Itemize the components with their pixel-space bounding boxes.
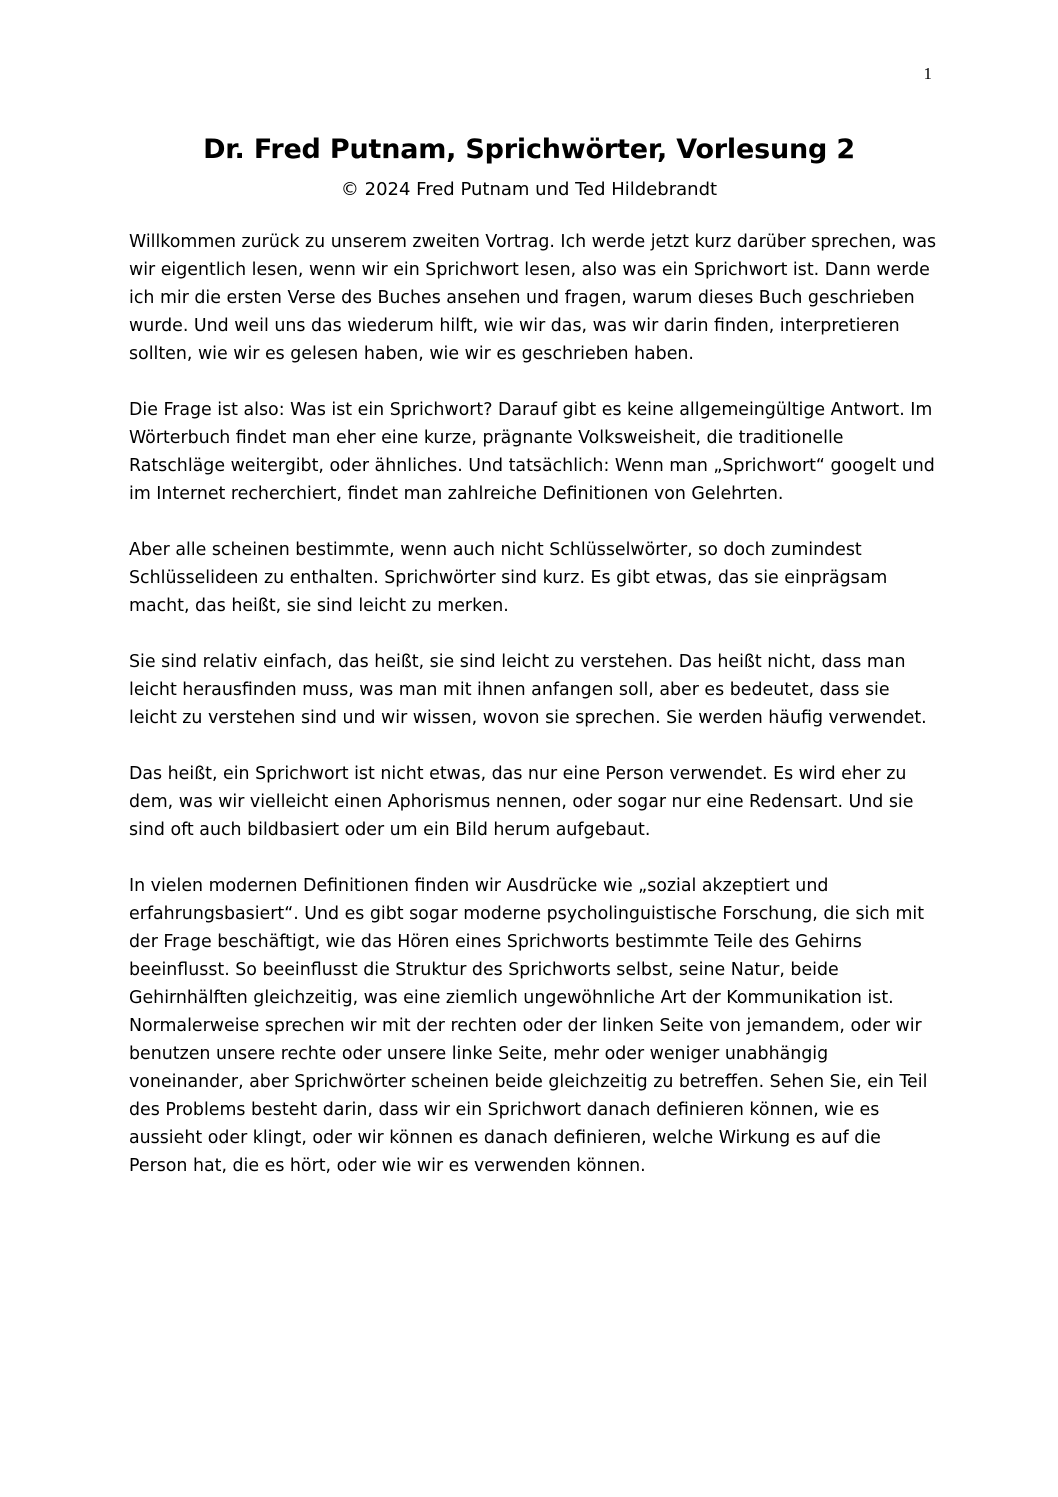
paragraph: Das heißt, ein Sprichwort ist nicht etwas, das nur eine Person verwendet. Es wird eher zu dem, was wir vielleicht einen Aphorismus nennen, oder sogar nur eine Redensart. Und sie sind oft auch bildbasiert oder um ein Bild herum aufgebaut. — [129, 764, 914, 840]
lecture-body — [129, 228, 941, 1208]
page-title: Dr. Fred Putnam, Sprichwörter, Vorlesung 2 — [203, 134, 855, 165]
copyright-line: © 2024 Fred Putnam und Ted Hildebrandt — [340, 179, 718, 200]
paragraph: Aber alle scheinen bestimmte, wenn auch nicht Schlüsselwörter, so doch zumindest Schlüsselideen zu enthalten. Sprichwörter sind kurz. Es gibt etwas, das sie einprägsam macht, das heißt, sie sind leicht zu merken. — [129, 540, 888, 616]
paragraph: In vielen modernen Definitionen finden wir Ausdrücke wie „sozial akzeptiert und erfahrungsbasiert“. Und es gibt sogar moderne psycholinguistische Forschung, die sich mit der Frage beschäftigt, wie das Hören eines Sprichworts bestimmte Teile des Gehirns beeinflusst. So beeinflusst die Struktur des Sprichworts selbst, seine Natur, beide Gehirnhälften gleichzeitig, was eine ziemlich ungewöhnliche Art der Kommunikation ist. Normalerweise sprechen wir mit der rechten oder der linken Seite von jemandem, oder wir benutzen unsere rechte oder unsere linke Seite, mehr oder weniger unabhängig voneinander, aber Sprichwörter scheinen beide gleichzeitig zu betreffen. Sehen Sie, ein Teil des Problems besteht darin, dass wir ein Sprichwort danach definieren können, wie es aussieht oder klingt, oder wir können es danach definieren, welche Wirkung es auf die Person hat, die es hört, oder wie wir es verwenden können. — [129, 876, 928, 1176]
paragraph: Die Frage ist also: Was ist ein Sprichwort? Darauf gibt es keine allgemeingültige Antwort. Im Wörterbuch findet man eher eine kurze, prägnante Volksweisheit, die traditionelle Ratschläge weitergibt, oder ähnliches. Und tatsächlich: Wenn man „Sprichwort“ googelt und im Internet recherchiert, findet man zahlreiche Definitionen von Gelehrten. — [129, 400, 935, 504]
paragraph: Willkommen zurück zu unserem zweiten Vortrag. Ich werde jetzt kurz darüber sprechen, was wir eigentlich lesen, wenn wir ein Sprichwort lesen, also was ein Sprichwort ist. Dann werde ich mir die ersten Verse des Buches ansehen und fragen, warum dieses Buch geschrieben wurde. Und weil uns das wiederum hilft, wie wir das, was wir darin finden, interpretieren sollten, wie wir es gelesen haben, wie wir es geschrieben haben. — [129, 232, 937, 364]
paragraph: Sie sind relativ einfach, das heißt, sie sind leicht zu verstehen. Das heißt nicht, dass man leicht herausfinden muss, was man mit ihnen anfangen soll, aber es bedeutet, dass sie leicht zu verstehen sind und wir wissen, wovon sie sprechen. Sie werden häufig verwendet. — [129, 652, 927, 728]
page-number: 1 — [923, 64, 932, 83]
